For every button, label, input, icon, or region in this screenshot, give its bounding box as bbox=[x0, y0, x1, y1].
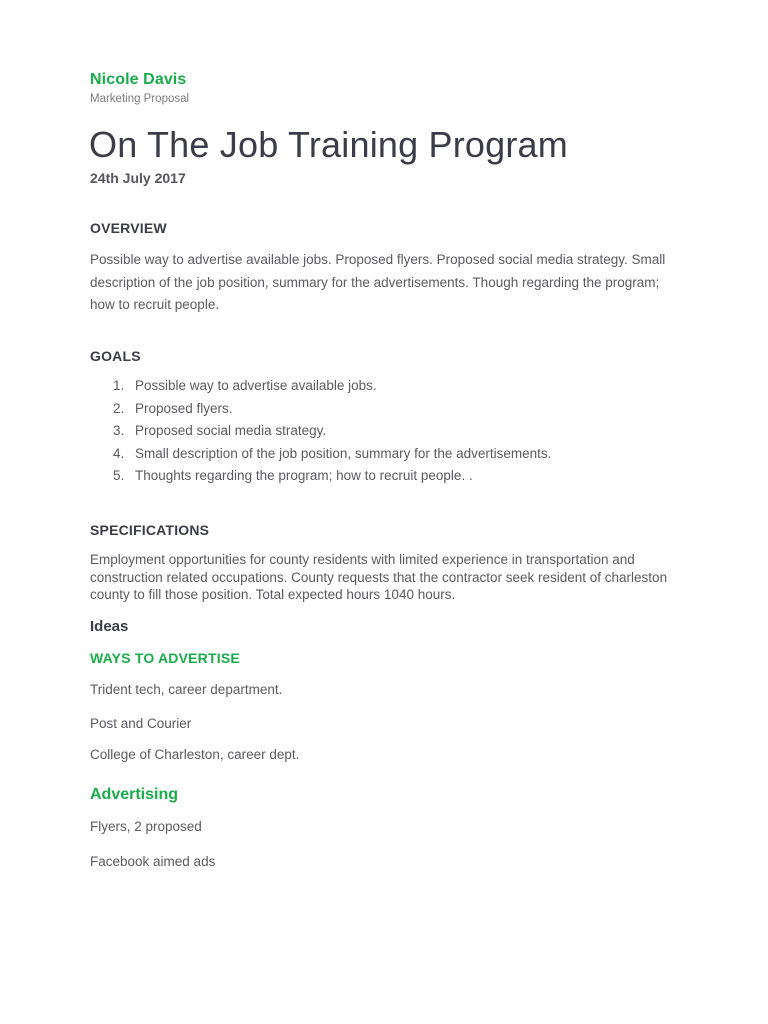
ideas-heading: Ideas bbox=[90, 618, 129, 635]
advertising-heading: Advertising bbox=[90, 786, 179, 803]
list-item-number: 5. bbox=[113, 468, 125, 483]
advertise-way-item: College of Charleston, career dept. bbox=[90, 747, 300, 762]
specifications-text: Employment opportunities for county residents with limited experience in transportation and construction related occupations. County requests that the contractor seek resident of charleston county to fill those position. Total expected hours 1040 hours. bbox=[90, 552, 668, 602]
list-item-number: 1. bbox=[113, 378, 125, 393]
list-item-text: Proposed social media strategy. bbox=[135, 423, 327, 438]
goals-heading: GOALS bbox=[90, 348, 141, 364]
ways-to-advertise-heading: WAYS TO ADVERTISE bbox=[90, 650, 240, 666]
specifications-heading: SPECIFICATIONS bbox=[90, 522, 210, 538]
list-item-text: Thoughts regarding the program; how to recruit people. . bbox=[135, 468, 473, 483]
advertising-item: Flyers, 2 proposed bbox=[90, 819, 202, 834]
advertising-item: Facebook aimed ads bbox=[90, 854, 216, 869]
page-title: On The Job Training Program bbox=[89, 124, 568, 165]
list-item-text: Proposed flyers. bbox=[135, 400, 233, 416]
list-item-text: Small description of the job position, summary for the advertisements. bbox=[135, 445, 552, 461]
document-date: 24th July 2017 bbox=[90, 170, 186, 186]
list-item-number: 3. bbox=[113, 423, 125, 438]
advertise-way-item: Post and Courier bbox=[90, 716, 192, 731]
author-name: Nicole Davis bbox=[90, 71, 187, 88]
advertise-way-item: Trident tech, career department. bbox=[90, 682, 283, 697]
document-subtitle: Marketing Proposal bbox=[90, 93, 190, 105]
list-item-number: 2. bbox=[113, 400, 125, 416]
overview-heading: OVERVIEW bbox=[90, 220, 167, 236]
list-item-text: Possible way to advertise available jobs. bbox=[135, 378, 377, 393]
overview-text: Possible way to advertise available jobs. Proposed flyers. Proposed social media strategy. Small description of the job position, summary for the advertisements. Though regarding the program; how to recruit people. bbox=[90, 252, 666, 312]
list-item-number: 4. bbox=[113, 445, 125, 461]
